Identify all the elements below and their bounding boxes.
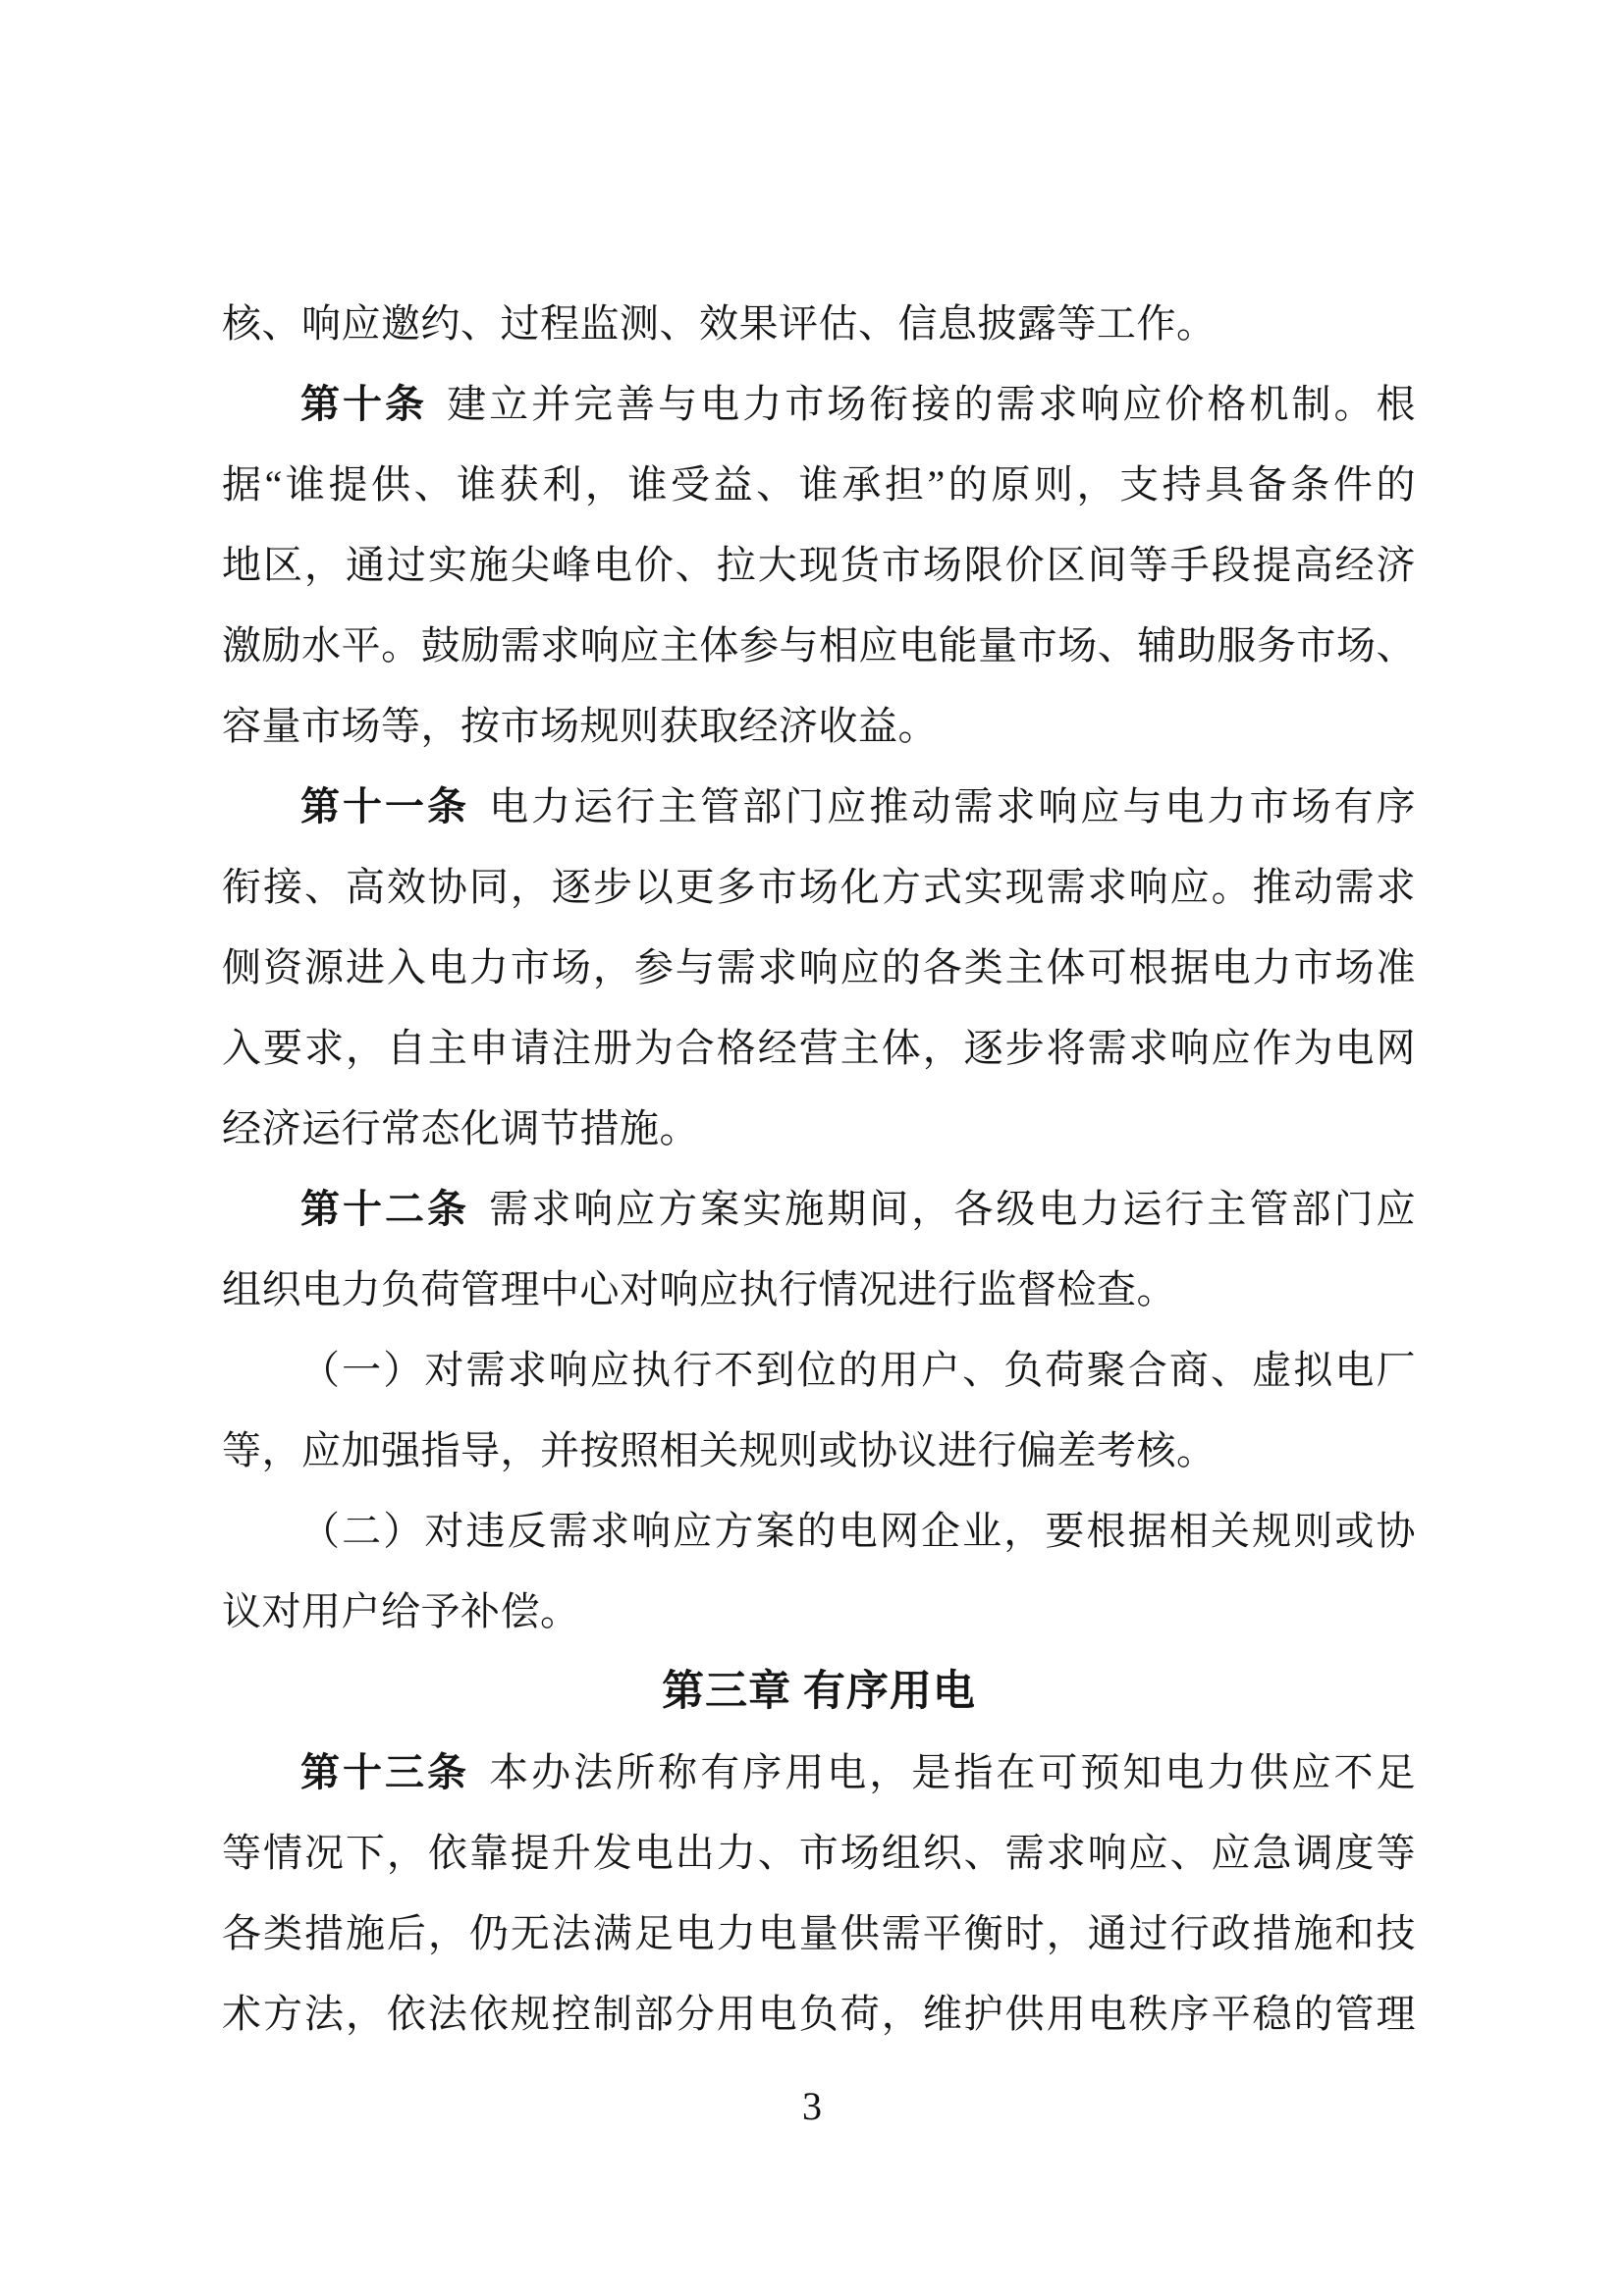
body-line: 经济运行常态化调节措施。 — [222, 1106, 699, 1150]
article-line — [222, 364, 1416, 445]
document-body — [222, 284, 1416, 2055]
article-number: 第十三条 — [300, 1750, 470, 1794]
body-line: 衔接、高效协同，逐步以更多市场化方式实现需求响应。推动需求 — [222, 865, 1416, 909]
article-text: 本办法所称有序用电，是指在可预知电力供应不足 — [489, 1750, 1417, 1794]
page-footer — [0, 2085, 1624, 2128]
body-line: 据“谁提供、谁获利，谁受益、谁承担”的原则，支持具备条件的 — [222, 462, 1416, 507]
article-number: 第十二条 — [300, 1187, 470, 1231]
body-line: 组织电力负荷管理中心对响应执行情况进行监督检查。 — [222, 1267, 1176, 1311]
list-item-line: （一）对需求响应执行不到位的用户、负荷聚合商、虚拟电厂 — [300, 1348, 1416, 1392]
article-text: 建立并完善与电力市场衔接的需求响应价格机制。根 — [447, 382, 1417, 426]
article-line — [222, 767, 1416, 847]
article-line — [222, 1733, 1416, 1813]
article-number: 第十一条 — [300, 784, 470, 828]
body-line: 议对用户给予补偿。 — [222, 1589, 580, 1633]
article-text: 需求响应方案实施期间，各级电力运行主管部门应 — [489, 1187, 1417, 1231]
body-line: 侧资源进入电力市场，参与需求响应的各类主体可根据电力市场准 — [222, 945, 1416, 989]
body-line: 激励水平。鼓励需求响应主体参与相应电能量市场、辅助服务市场、 — [222, 623, 1416, 667]
body-line: 术方法，依法依规控制部分用电负荷，维护供用电秩序平稳的管理 — [222, 1992, 1416, 2036]
article-text: 电力运行主管部门应推动需求响应与电力市场有序 — [489, 784, 1417, 828]
body-line: 各类措施后，仍无法满足电力电量供需平衡时，通过行政措施和技 — [222, 1911, 1416, 1955]
body-line: 核、响应邀约、过程监测、效果评估、信息披露等工作。 — [222, 301, 1217, 346]
article-line — [222, 1169, 1416, 1250]
body-line: 容量市场等，按市场规则获取经济收益。 — [222, 704, 938, 748]
body-line: 等情况下，依靠提升发电出力、市场组织、需求响应、应急调度等 — [222, 1831, 1416, 1875]
chapter-heading: 第三章 有序用电 — [662, 1669, 976, 1715]
article-number: 第十条 — [300, 382, 428, 426]
body-line: 入要求，自主申请注册为合格经营主体，逐步将需求响应作为电网 — [222, 1026, 1416, 1070]
page-number: 3 — [802, 2084, 822, 2128]
body-line: 等，应加强指导，并按照相关规则或协议进行偏差考核。 — [222, 1428, 1217, 1472]
list-item-line: （二）对违反需求响应方案的电网企业，要根据相关规则或协 — [300, 1509, 1416, 1553]
body-line: 地区，通过实施尖峰电价、拉大现货市场限价区间等手段提高经济 — [222, 543, 1416, 587]
